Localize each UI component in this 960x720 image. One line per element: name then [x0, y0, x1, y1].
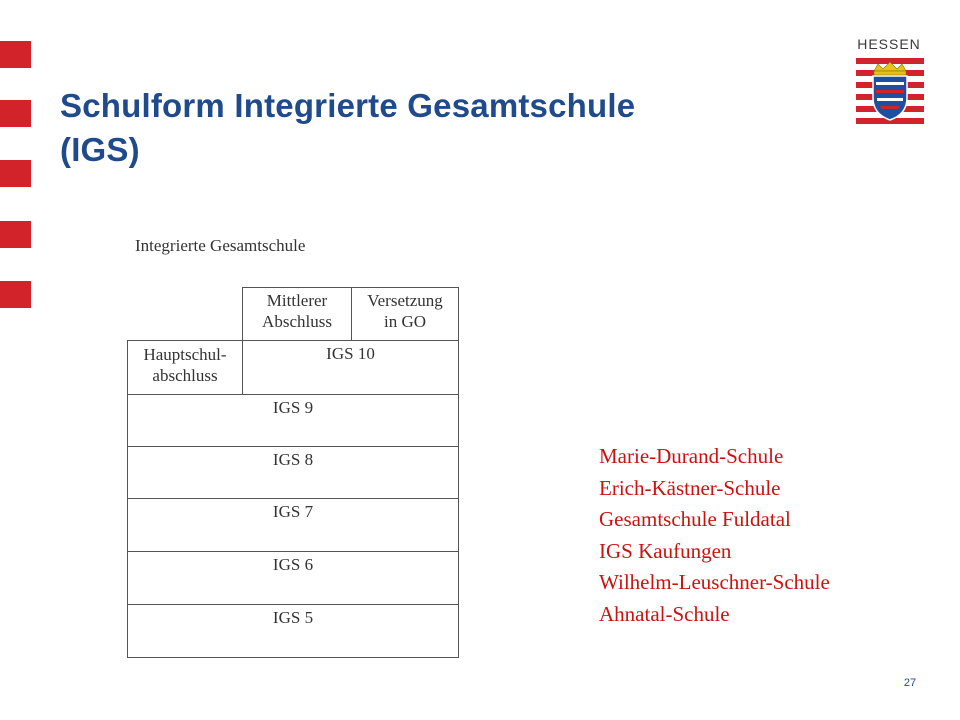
versetzung-line-2: in GO [383, 312, 427, 331]
edge-bar-4 [0, 221, 31, 248]
school-item: Marie-Durand-Schule [599, 444, 784, 468]
school-item: IGS Kaufungen [599, 538, 732, 563]
school-item: Ahnatal-Schule [599, 601, 730, 626]
school-item: Gesamtschule Fuldatal [599, 507, 791, 532]
slide-title [60, 84, 780, 172]
page-number: 27 [903, 677, 917, 689]
igs-7-label: IGS 7 [272, 502, 314, 521]
school-item: Erich-Kästner-Schule [599, 475, 781, 500]
edge-bar-5 [0, 281, 31, 308]
title-line-1: Schulform Integrierte Gesamtschule [60, 87, 636, 124]
hauptschul-label [127, 344, 243, 386]
edge-bar-2 [0, 100, 31, 127]
mittlerer-abschluss-label [242, 290, 352, 332]
school-item: Wilhelm-Leuschner-Schule [599, 570, 830, 595]
igs-10-label: IGS 10 [326, 344, 375, 363]
igs-5-label: IGS 5 [272, 608, 314, 627]
hessen-coat-of-arms-icon [856, 58, 924, 128]
mittlerer-line-2: Abschluss [262, 312, 332, 331]
edge-bar-1 [0, 41, 31, 68]
figure-caption: Integrierte Gesamtschule [135, 236, 306, 255]
title-line-2: (IGS) [60, 131, 140, 168]
versetzung-line-1: Versetzung [367, 291, 443, 310]
versetzung-go-label [351, 290, 459, 332]
logo-text: HESSEN [857, 36, 921, 52]
igs-9-label: IGS 9 [272, 398, 314, 417]
igs-8-label: IGS 8 [272, 450, 314, 469]
mittlerer-line-1: Mittlerer [266, 291, 328, 310]
edge-bar-3 [0, 160, 31, 187]
hessen-logo [852, 36, 926, 130]
hauptschul-line-2: abschluss [152, 366, 218, 385]
hauptschul-line-1: Hauptschul- [143, 345, 227, 364]
school-list [599, 441, 830, 631]
igs-6-label: IGS 6 [272, 555, 314, 574]
